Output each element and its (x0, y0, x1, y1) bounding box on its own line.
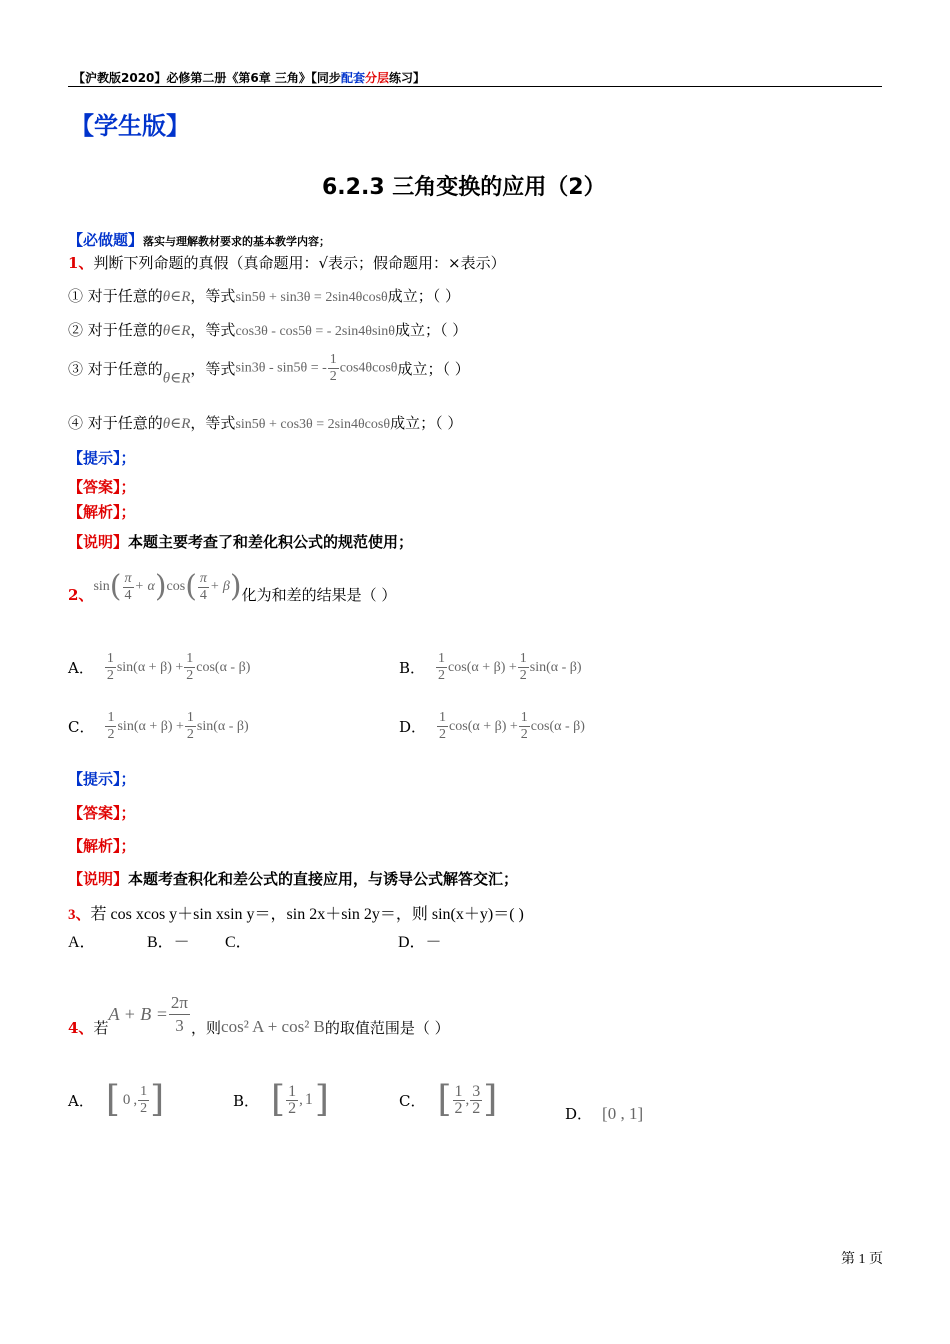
comma: , (299, 1091, 303, 1108)
option-label: B． (233, 1091, 260, 1110)
q1-answer: 【答案】； (68, 478, 136, 496)
q4-option-c (399, 1079, 498, 1120)
item-set: θ∈R (162, 416, 191, 432)
right-bracket: ] (150, 1079, 165, 1120)
fraction-num: 1 (439, 710, 447, 725)
option-label: D． (565, 1105, 593, 1123)
q4-end: 的取值范围是（ ） (324, 1018, 450, 1037)
fraction-num: 1 (438, 651, 446, 666)
option-half (105, 710, 116, 743)
fraction-den: 2 (519, 668, 527, 683)
option-term-2: cos(α - β) (530, 718, 585, 734)
q2-note (68, 868, 518, 889)
q1-number: 1、 (68, 254, 94, 272)
item-mid: ，等式 (190, 360, 236, 378)
option-term-1: sin(α + β) + (117, 718, 184, 734)
fraction-num: 1 (454, 1082, 463, 1100)
edition-label: 【学生版】 (70, 112, 190, 140)
comma: , (465, 1091, 470, 1108)
fraction-num: 1 (106, 651, 114, 666)
option-half (105, 651, 116, 684)
header-highlight-red: 分层 (364, 71, 389, 85)
item-end: 成立；（ ） (387, 287, 461, 305)
q1-item-4 (68, 412, 462, 433)
fraction-den: 4 (199, 587, 207, 603)
item-fraction (328, 352, 339, 385)
q4-option-a (68, 1079, 165, 1120)
fraction-num: 1 (186, 710, 194, 725)
fraction-den: 2 (107, 727, 115, 742)
q3-stem (68, 901, 524, 924)
comma: , (133, 1091, 138, 1108)
q2-sin: sin (93, 579, 110, 594)
interval-right: 1 (304, 1091, 313, 1108)
option-half (436, 651, 447, 684)
option-term-2: sin(α - β) (196, 718, 249, 734)
item-equation: cos3θ - cos5θ = - 2sin4θsinθ (235, 324, 395, 339)
option-label: A． (68, 659, 94, 677)
q2-option-c (68, 710, 249, 743)
q2-pi-fraction (123, 571, 134, 604)
fraction-den: 2 (454, 1099, 463, 1117)
header-rule (68, 86, 882, 87)
option-term-1: cos(α + β) + (448, 659, 517, 675)
item-prefix: ② 对于任意的 (68, 321, 163, 339)
left-paren: ( (185, 569, 197, 604)
fraction-den: 3 (175, 1015, 184, 1035)
q4-number: 4、 (68, 1018, 94, 1037)
q3-option-b: B．－ (147, 934, 190, 951)
item-prefix: ① 对于任意的 (68, 287, 163, 305)
item-end: 成立；（ ） (397, 360, 470, 378)
item-set: θ∈R (162, 323, 191, 339)
q1-item-1 (68, 285, 460, 306)
option-label: C． (68, 718, 95, 736)
item-equation-a: sin3θ - sin5θ = - (235, 360, 327, 376)
section-tag: 【必做题】 (68, 231, 144, 249)
page-header (73, 69, 425, 86)
fraction-num: π (124, 570, 132, 586)
fraction-den: 2 (288, 1099, 297, 1117)
fraction-den: 2 (472, 1099, 481, 1117)
q1-stem-text: 判断下列命题的真假（真命题用：√表示；假命题用：×表示） (93, 254, 506, 272)
fraction-den: 2 (186, 668, 194, 683)
option-label: D． (399, 718, 427, 736)
q4-mid: ，则 (191, 1018, 222, 1037)
fraction-den: 2 (140, 1100, 148, 1116)
q3-option-c: C． (225, 934, 252, 951)
q2-plus-beta: + β (209, 579, 230, 594)
section-desc: 落实与理解教材要求的基本教学内容； (143, 235, 331, 248)
fraction-num: 1 (186, 651, 194, 666)
fraction-den: 2 (106, 668, 114, 683)
q4-option-b (233, 1079, 329, 1120)
fraction-num: 1 (520, 710, 528, 725)
right-paren: ) (154, 569, 167, 604)
interval: [0 , 1] (602, 1104, 644, 1123)
interval-right-fraction (138, 1084, 149, 1117)
interval-left-fraction (453, 1084, 465, 1117)
item-prefix: ③ 对于任意的 (68, 360, 163, 378)
fraction-num: 1 (140, 1083, 148, 1099)
page-number: 第 1 页 (841, 1252, 883, 1267)
left-bracket: [ (437, 1079, 452, 1120)
item-end: 成立；（ ） (390, 414, 463, 432)
item-equation: sin5θ + sin3θ = 2sin4θcosθ (235, 290, 388, 305)
q4-expression: cos² A + cos² B (221, 1017, 325, 1036)
q2-option-d (399, 710, 585, 743)
fraction-num: 3 (472, 1082, 481, 1100)
item-equation: sin5θ + cos3θ = 2sin4θcosθ (235, 417, 391, 432)
header-highlight-blue: 配套 (340, 71, 365, 85)
left-bracket: [ (105, 1079, 120, 1120)
note-tag: 【说明】 (68, 870, 129, 888)
fraction-den: 4 (124, 587, 132, 603)
fraction-num: 1 (107, 710, 115, 725)
item-mid: ，等式 (190, 287, 236, 305)
option-half (519, 710, 530, 743)
item-mid: ，等式 (190, 414, 236, 432)
right-bracket: ] (314, 1079, 329, 1120)
item-mid: ，等式 (190, 321, 236, 339)
option-term-1: sin(α + β) + (116, 659, 184, 675)
header-text: 【沪教版2020】必修第二册《第6章 三角》【同步 (73, 71, 341, 85)
q3-number: 3、 (68, 907, 91, 923)
option-half (185, 710, 196, 743)
option-half (437, 710, 448, 743)
option-half (518, 651, 529, 684)
q2-hint: 【提示】； (68, 770, 136, 788)
q3-option-a: A． (68, 934, 96, 951)
q2-plus-alpha: + α (134, 579, 155, 594)
q1-stem (68, 252, 506, 273)
item-prefix: ④ 对于任意的 (68, 414, 163, 432)
fraction-num: 1 (519, 651, 527, 666)
option-half (184, 651, 195, 684)
fraction-den: 2 (438, 668, 446, 683)
q2-option-b (399, 651, 582, 684)
note-tag: 【说明】 (68, 533, 129, 551)
section-heading (68, 229, 330, 250)
interval-left-fraction (286, 1084, 298, 1117)
note-text: 本题主要考查了和差化积公式的规范使用； (128, 533, 414, 551)
q4-pre: 若 (93, 1018, 109, 1037)
q4-stem (68, 990, 450, 1042)
q2-answer: 【答案】； (68, 804, 136, 822)
item-set: θ∈R (162, 289, 191, 305)
page-title: 6.2.3 三角变换的应用（2） (322, 175, 606, 200)
left-bracket: [ (271, 1079, 286, 1120)
fraction-den: 2 (439, 727, 447, 742)
q4-option-d (565, 1103, 643, 1124)
fraction-num: 1 (329, 352, 337, 367)
q1-analysis: 【解析】； (68, 503, 136, 521)
option-term-1: cos(α + β) + (449, 718, 518, 734)
item-set: θ∈R (162, 370, 191, 387)
option-label: C． (399, 1091, 426, 1110)
q2-option-a (68, 651, 250, 684)
fraction-den: 2 (329, 369, 337, 384)
q3-option-d: D．－ (398, 934, 442, 951)
header-text-end: 练习】 (388, 71, 425, 85)
fraction-den: 2 (520, 727, 528, 742)
option-term-2: sin(α - β) (529, 659, 582, 675)
option-label: B． (399, 659, 426, 677)
interval-left: 0 (122, 1091, 131, 1108)
q2-analysis: 【解析】； (68, 837, 136, 855)
q4-fraction (169, 992, 190, 1037)
fraction-num: 1 (288, 1082, 297, 1100)
option-term-2: cos(α - β) (196, 659, 251, 675)
fraction-num: π (199, 570, 207, 586)
note-text: 本题考查积化和差公式的直接应用，与诱导公式解答交汇； (128, 870, 519, 888)
fraction-den: 2 (186, 727, 194, 742)
q1-note (68, 531, 413, 552)
q2-text: 化为和差的结果是（ ） (241, 585, 397, 604)
q2-cos: cos (166, 579, 186, 594)
q1-item-2 (68, 319, 467, 340)
q1-item-3 (68, 352, 470, 388)
right-paren: ) (229, 569, 242, 604)
q1-hint: 【提示】； (68, 449, 136, 467)
right-bracket: ] (483, 1079, 498, 1120)
q3-text: 若 cos xcos y＋sin xsin y＝，sin 2x＋sin 2y＝，则 sin(x＋y)＝( ) (90, 906, 524, 923)
q4-lhs: A + B = (108, 1003, 168, 1024)
option-label: A． (68, 1091, 94, 1110)
item-end: 成立；（ ） (394, 321, 468, 339)
q2-pi-fraction (198, 571, 209, 604)
fraction-num: 2π (169, 992, 190, 1015)
left-paren: ( (109, 569, 122, 604)
interval-right-fraction (470, 1084, 482, 1117)
q2-stem (68, 565, 396, 609)
q2-number: 2、 (68, 585, 94, 604)
item-equation-b: cos4θcosθ (339, 360, 398, 376)
